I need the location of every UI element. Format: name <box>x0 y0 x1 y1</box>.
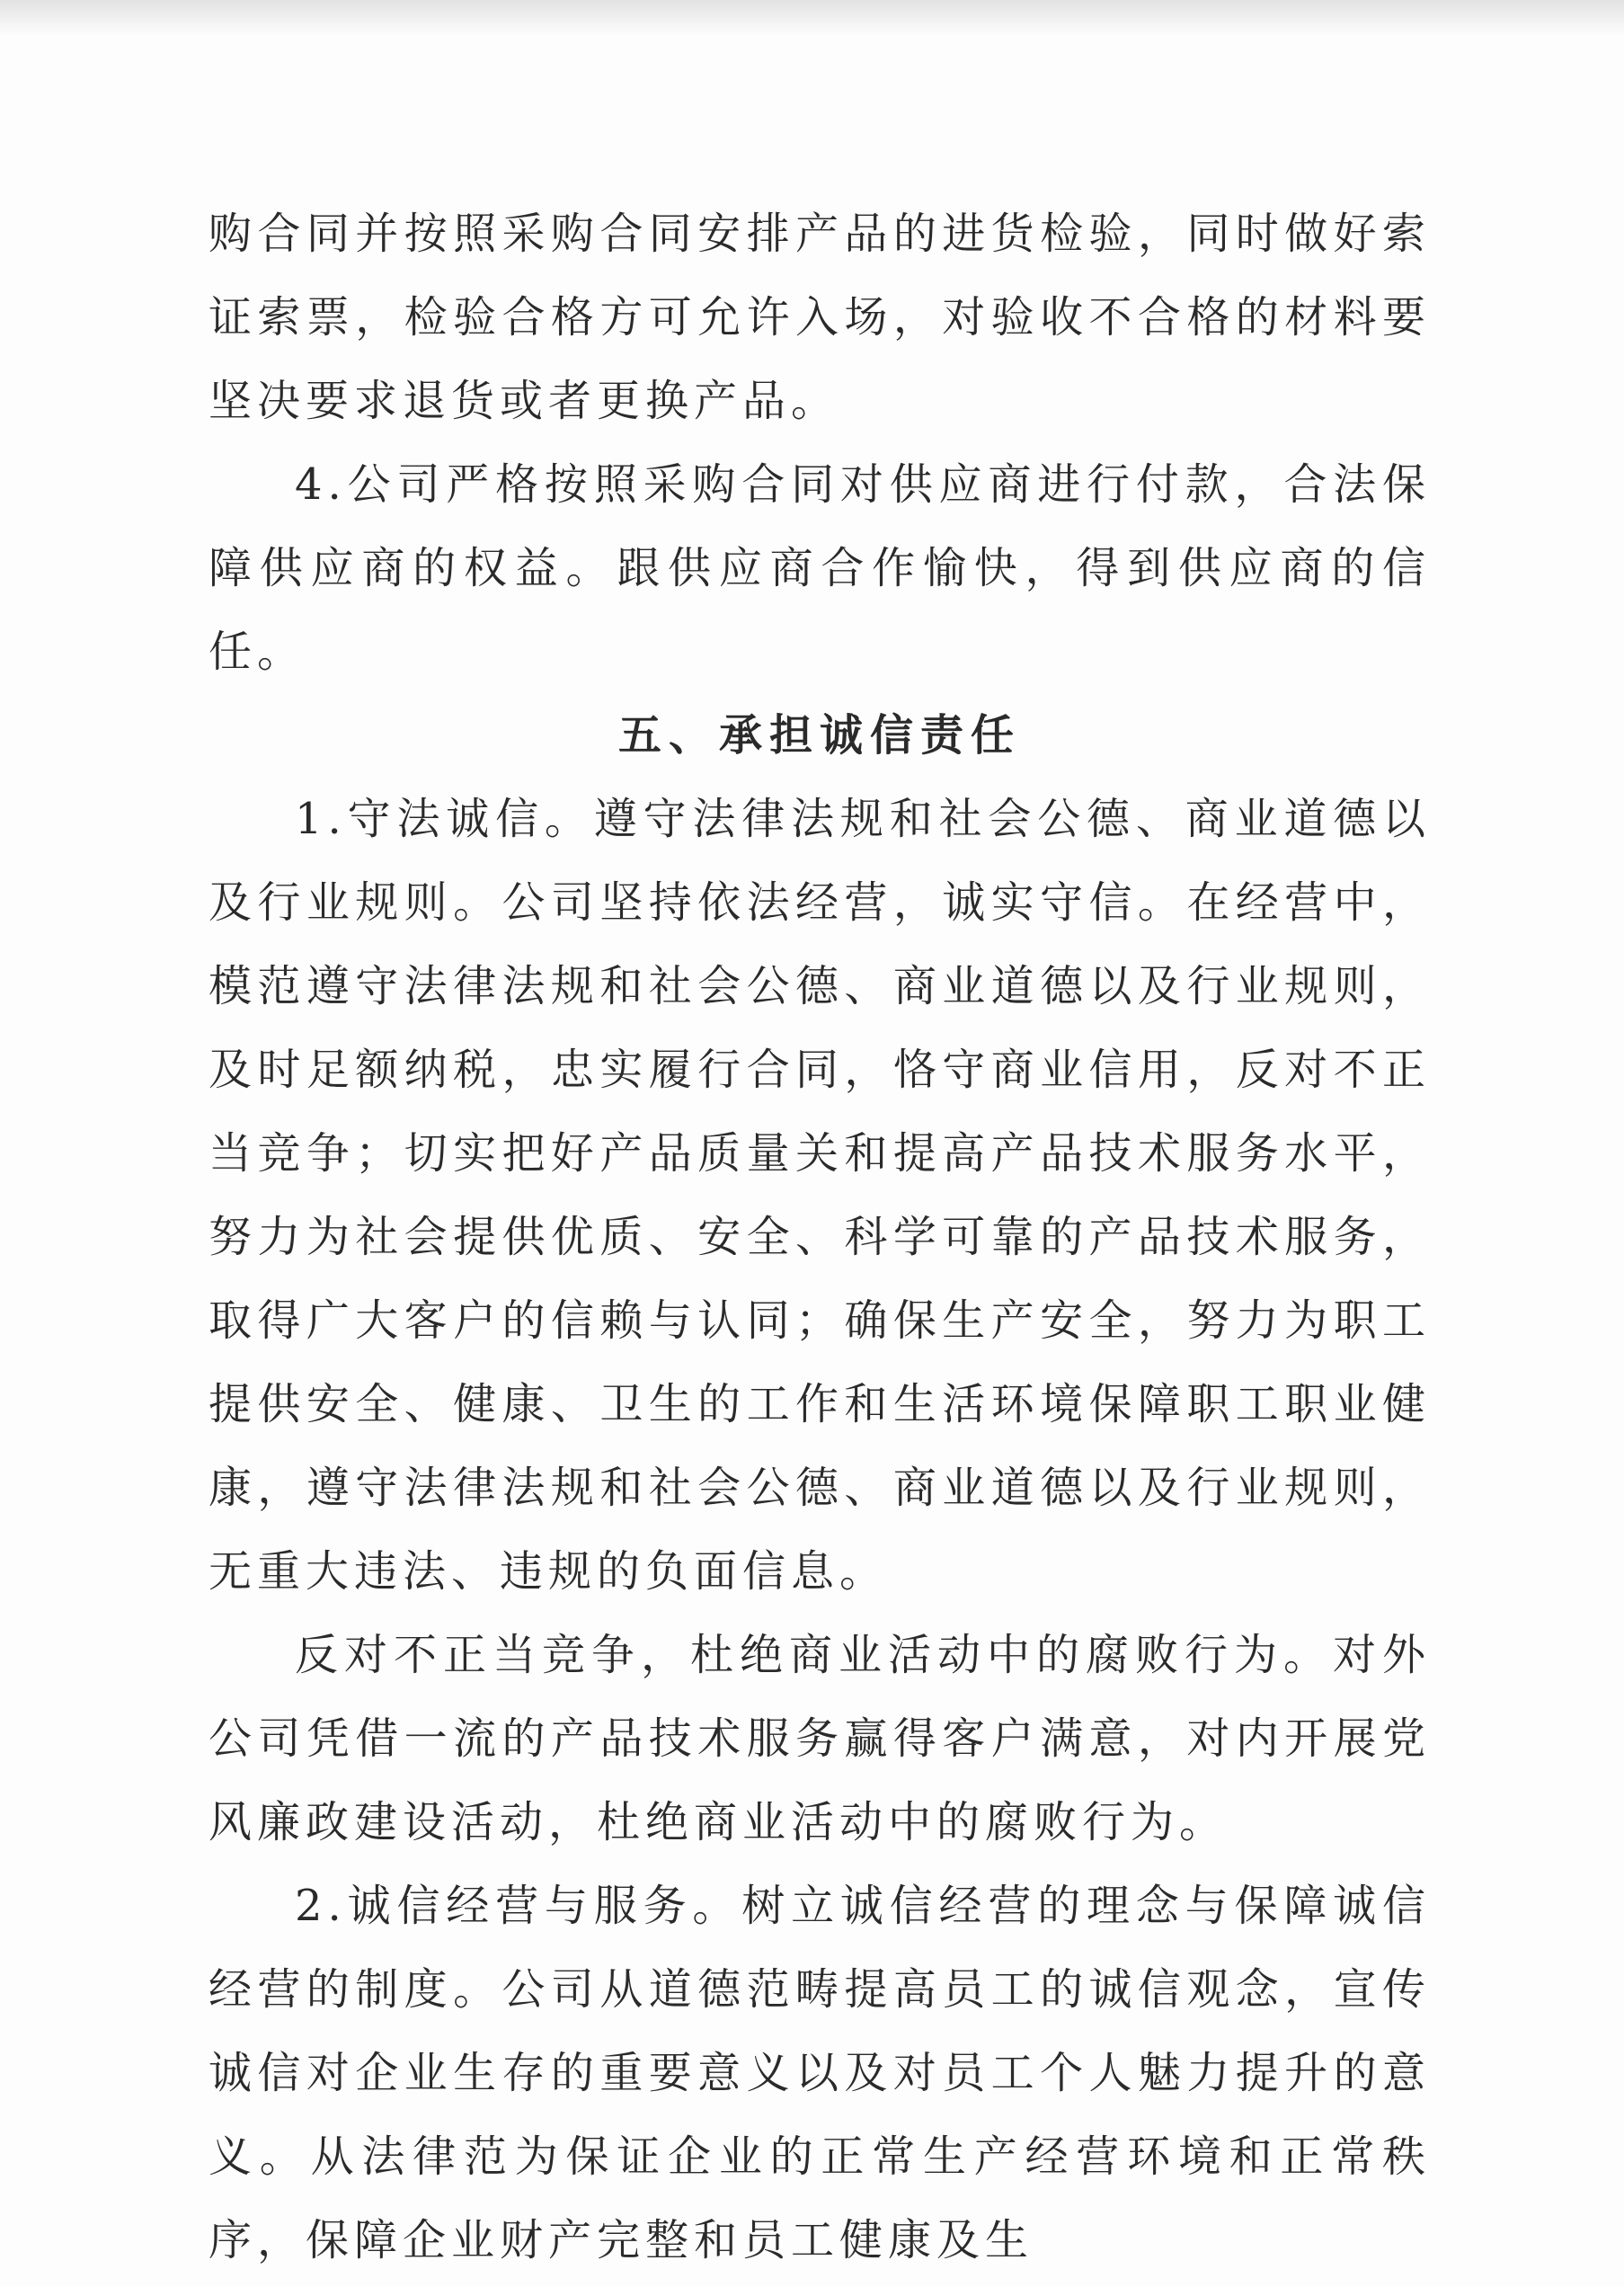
paragraph-integrity-operation: 2.诚信经营与服务。树立诚信经营的理念与保障诚信经营的制度。公司从道德范畴提高员工的诚信观念，宣传诚信对企业生存的重要意义以及对员工个人魅力提升的意义。从法律范为保证企业的正常生产经营环境和正常秩序，保障企业财产完整和员工健康及生 <box>209 1881 1431 2265</box>
paragraph-supplier-payment: 4.公司严格按照采购合同对供应商进行付款，合法保障供应商的权益。跟供应商合作愉快，得到供应商的信任。 <box>209 459 1431 677</box>
section-heading: 五、承担诚信责任 <box>617 710 1021 761</box>
scan-top-edge <box>0 0 1624 36</box>
document-body <box>209 192 1431 2283</box>
paragraph-procurement-inspection: 购合同并按照采购合同安排产品的进货检验，同时做好索证索票，检验合格方可允许入场，对验收不合格的材料要坚决要求退货或者更换产品。 <box>209 209 1431 426</box>
paragraph-law-abiding-integrity: 1.守法诚信。遵守法律法规和社会公德、商业道德以及行业规则。公司坚持依法经营，诚实守信。在经营中，模范遵守法律法规和社会公德、商业道德以及行业规则，及时足额纳税，忠实履行合同，恪守商业信用，反对不正当竞争；切实把好产品质量关和提高产品技术服务水平，努力为社会提供优质、安全、科学可靠的产品技术服务，取得广大客户的信赖与认同；确保生产安全，努力为职工提供安全、健康、卫生的工作和生活环境保障职工职业健康，遵守法律法规和社会公德、商业道德以及行业规则，无重大违法、违规的负面信息。 <box>209 794 1431 1597</box>
paragraph-anti-corruption: 反对不正当竞争，杜绝商业活动中的腐败行为。对外公司凭借一流的产品技术服务赢得客户满意，对内开展党风廉政建设活动，杜绝商业活动中的腐败行为。 <box>209 1630 1431 1847</box>
